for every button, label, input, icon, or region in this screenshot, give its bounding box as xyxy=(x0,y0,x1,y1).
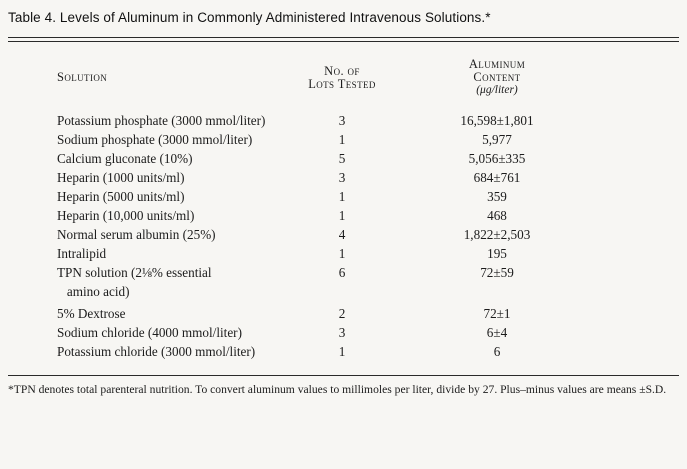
lots-tested-cell: 1 xyxy=(338,189,346,204)
lots-tested-cell: 2 xyxy=(338,306,346,321)
aluminum-content-cell: 72±1 xyxy=(483,306,511,321)
lots-tested-cell: 5 xyxy=(338,151,346,166)
table-row xyxy=(8,111,679,130)
aluminum-content-cell: 5,977 xyxy=(482,132,512,147)
aluminum-content-cell: 16,598±1,801 xyxy=(460,113,534,128)
lots-tested-cell: 1 xyxy=(338,132,346,147)
table-row xyxy=(8,168,679,187)
aluminum-content-cell: 1,822±2,503 xyxy=(463,227,531,242)
column-header-lots-tested xyxy=(287,65,397,91)
table-row xyxy=(8,263,679,301)
footnote-rule xyxy=(8,375,679,376)
lots-tested-cell: 6 xyxy=(338,265,346,280)
table-row xyxy=(8,187,679,206)
table-row xyxy=(8,225,679,244)
table-row xyxy=(8,149,679,168)
lots-tested-cell: 4 xyxy=(338,227,346,242)
aluminum-content-cell: 72±59 xyxy=(480,265,514,280)
solution-cell: Normal serum albumin (25%) xyxy=(57,227,216,242)
table-row xyxy=(8,342,679,361)
solution-cell: TPN solution (2⅛% essential amino acid) xyxy=(57,265,212,299)
solution-cell: Sodium chloride (4000 mmol/liter) xyxy=(57,325,242,340)
lots-tested-cell: 3 xyxy=(338,113,346,128)
lots-tested-cell: 3 xyxy=(338,325,346,340)
aluminum-content-cell: 684±761 xyxy=(473,170,521,185)
aluminum-content-cell: 6 xyxy=(493,344,501,359)
aluminum-content-cell: 468 xyxy=(487,208,507,223)
table-row xyxy=(8,130,679,149)
solution-cell: Heparin (5000 units/ml) xyxy=(57,189,185,204)
column-header-aluminum-content xyxy=(397,58,597,97)
aluminum-content-cell: 5,056±335 xyxy=(468,151,526,166)
lots-header-line2: Lots Tested xyxy=(308,76,376,91)
column-header-solution: Solution xyxy=(57,70,108,84)
solution-cell: Calcium gluconate (10%) xyxy=(57,151,193,166)
lots-tested-cell: 3 xyxy=(338,170,346,185)
aluminum-content-cell: 6±4 xyxy=(486,325,508,340)
solution-cell: Heparin (1000 units/ml) xyxy=(57,170,185,185)
solution-cell: 5% Dextrose xyxy=(57,306,126,321)
lots-header-line1: No. of xyxy=(324,63,360,78)
solution-cell: Intralipid xyxy=(57,246,107,261)
table-title: Table 4. Levels of Aluminum in Commonly Administered Intravenous Solutions.* xyxy=(8,10,491,25)
aluminum-content-cell: 359 xyxy=(487,189,507,204)
solution-cell: Potassium chloride (3000 mmol/liter) xyxy=(57,344,256,359)
lots-tested-cell: 1 xyxy=(338,208,346,223)
table-row xyxy=(8,323,679,342)
table-row xyxy=(8,206,679,225)
table-row xyxy=(8,304,679,323)
solution-cell: Potassium phosphate (3000 mmol/liter) xyxy=(57,113,266,128)
table-body xyxy=(8,111,679,361)
lots-tested-cell: 1 xyxy=(338,246,346,261)
table-header-row xyxy=(8,58,679,97)
aluminum-header-line1: Aluminum xyxy=(468,57,526,71)
double-rule-divider xyxy=(8,37,679,42)
lots-tested-cell: 1 xyxy=(338,344,346,359)
table-footnote: *TPN denotes total parenteral nutrition. To convert aluminum values to millimoles per liter, divide by 27. Plus–minus values are means ±S.D. xyxy=(8,383,667,396)
solution-cell: Sodium phosphate (3000 mmol/liter) xyxy=(57,132,253,147)
aluminum-unit-label: (μg/liter) xyxy=(476,84,518,96)
aluminum-content-cell: 195 xyxy=(487,246,507,261)
solution-cell: Heparin (10,000 units/ml) xyxy=(57,208,195,223)
table-row xyxy=(8,244,679,263)
aluminum-header-line2: Content xyxy=(473,70,521,84)
